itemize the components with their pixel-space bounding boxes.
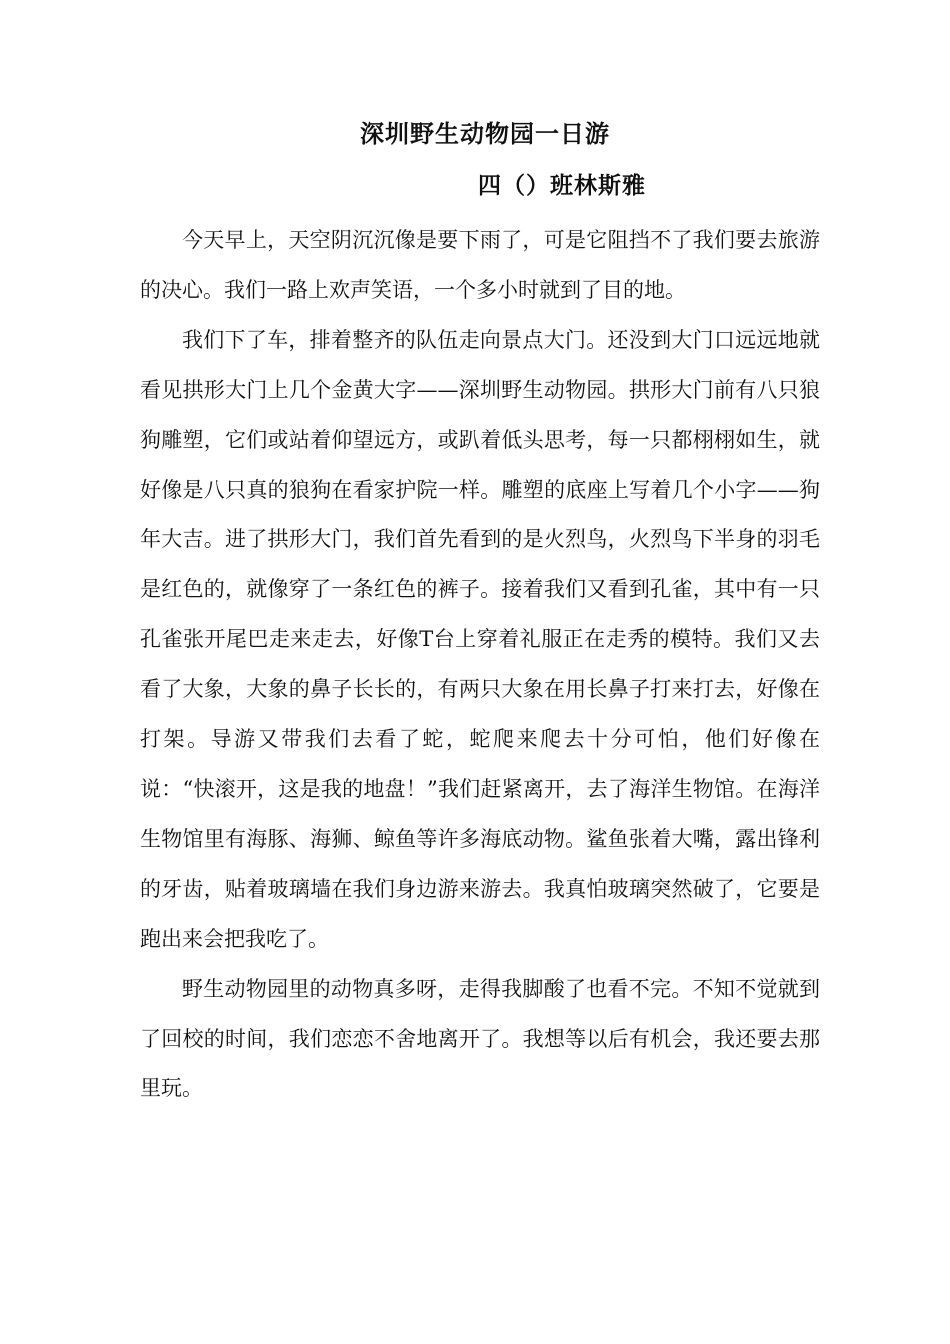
author-byline: 四（）班林斯雅 xyxy=(478,173,646,199)
paragraph-3: 野生动物园里的动物真多呀，走得我脚酸了也看不完。不知不觉就到了回校的时间，我们恋恋不舍地离开了。我想等以后有机会，我还要去那里玩。 xyxy=(140,976,820,1101)
essay-title: 深圳野生动物园一日游 xyxy=(360,120,610,148)
paragraph-1: 今天早上，天空阴沉沉像是要下雨了，可是它阻挡不了我们要去旅游的决心。我们一路上欢声笑语，一个多小时就到了目的地。 xyxy=(140,228,820,302)
essay-body xyxy=(140,216,820,1114)
paragraph-2: 我们下了车，排着整齐的队伍走向景点大门。还没到大门口远远地就看见拱形大门上几个金黄大字——深圳野生动物园。拱形大门前有八只狼狗雕塑，它们或站着仰望远方，或趴着低头思考，每一只都栩栩如生，就好像是八只真的狼狗在看家护院一样。雕塑的底座上写着几个小字——狗年大吉。进了拱形大门，我们首先看到的是火烈鸟，火烈鸟下半身的羽毛是红色的，就像穿了一条红色的裤子。接着我们又看到孔雀，其中有一只孔雀张开尾巴走来走去，好像T台上穿着礼服正在走秀的模特。我们又去看了大象，大象的鼻子长长的，有两只大象在用长鼻子打来打去，好像在打架。导游又带我们去看了蛇，蛇爬来爬去十分可怕，他们好像在说：“快滚开，这是我的地盘！”我们赶紧离开，去了海洋生物馆。在海洋生物馆里有海豚、海狮、鲸鱼等许多海底动物。鲨鱼张着大嘴，露出锋利的牙齿，贴着玻璃墙在我们身边游来游去。我真怕玻璃突然破了，它要是跑出来会把我吃了。 xyxy=(140,327,820,951)
